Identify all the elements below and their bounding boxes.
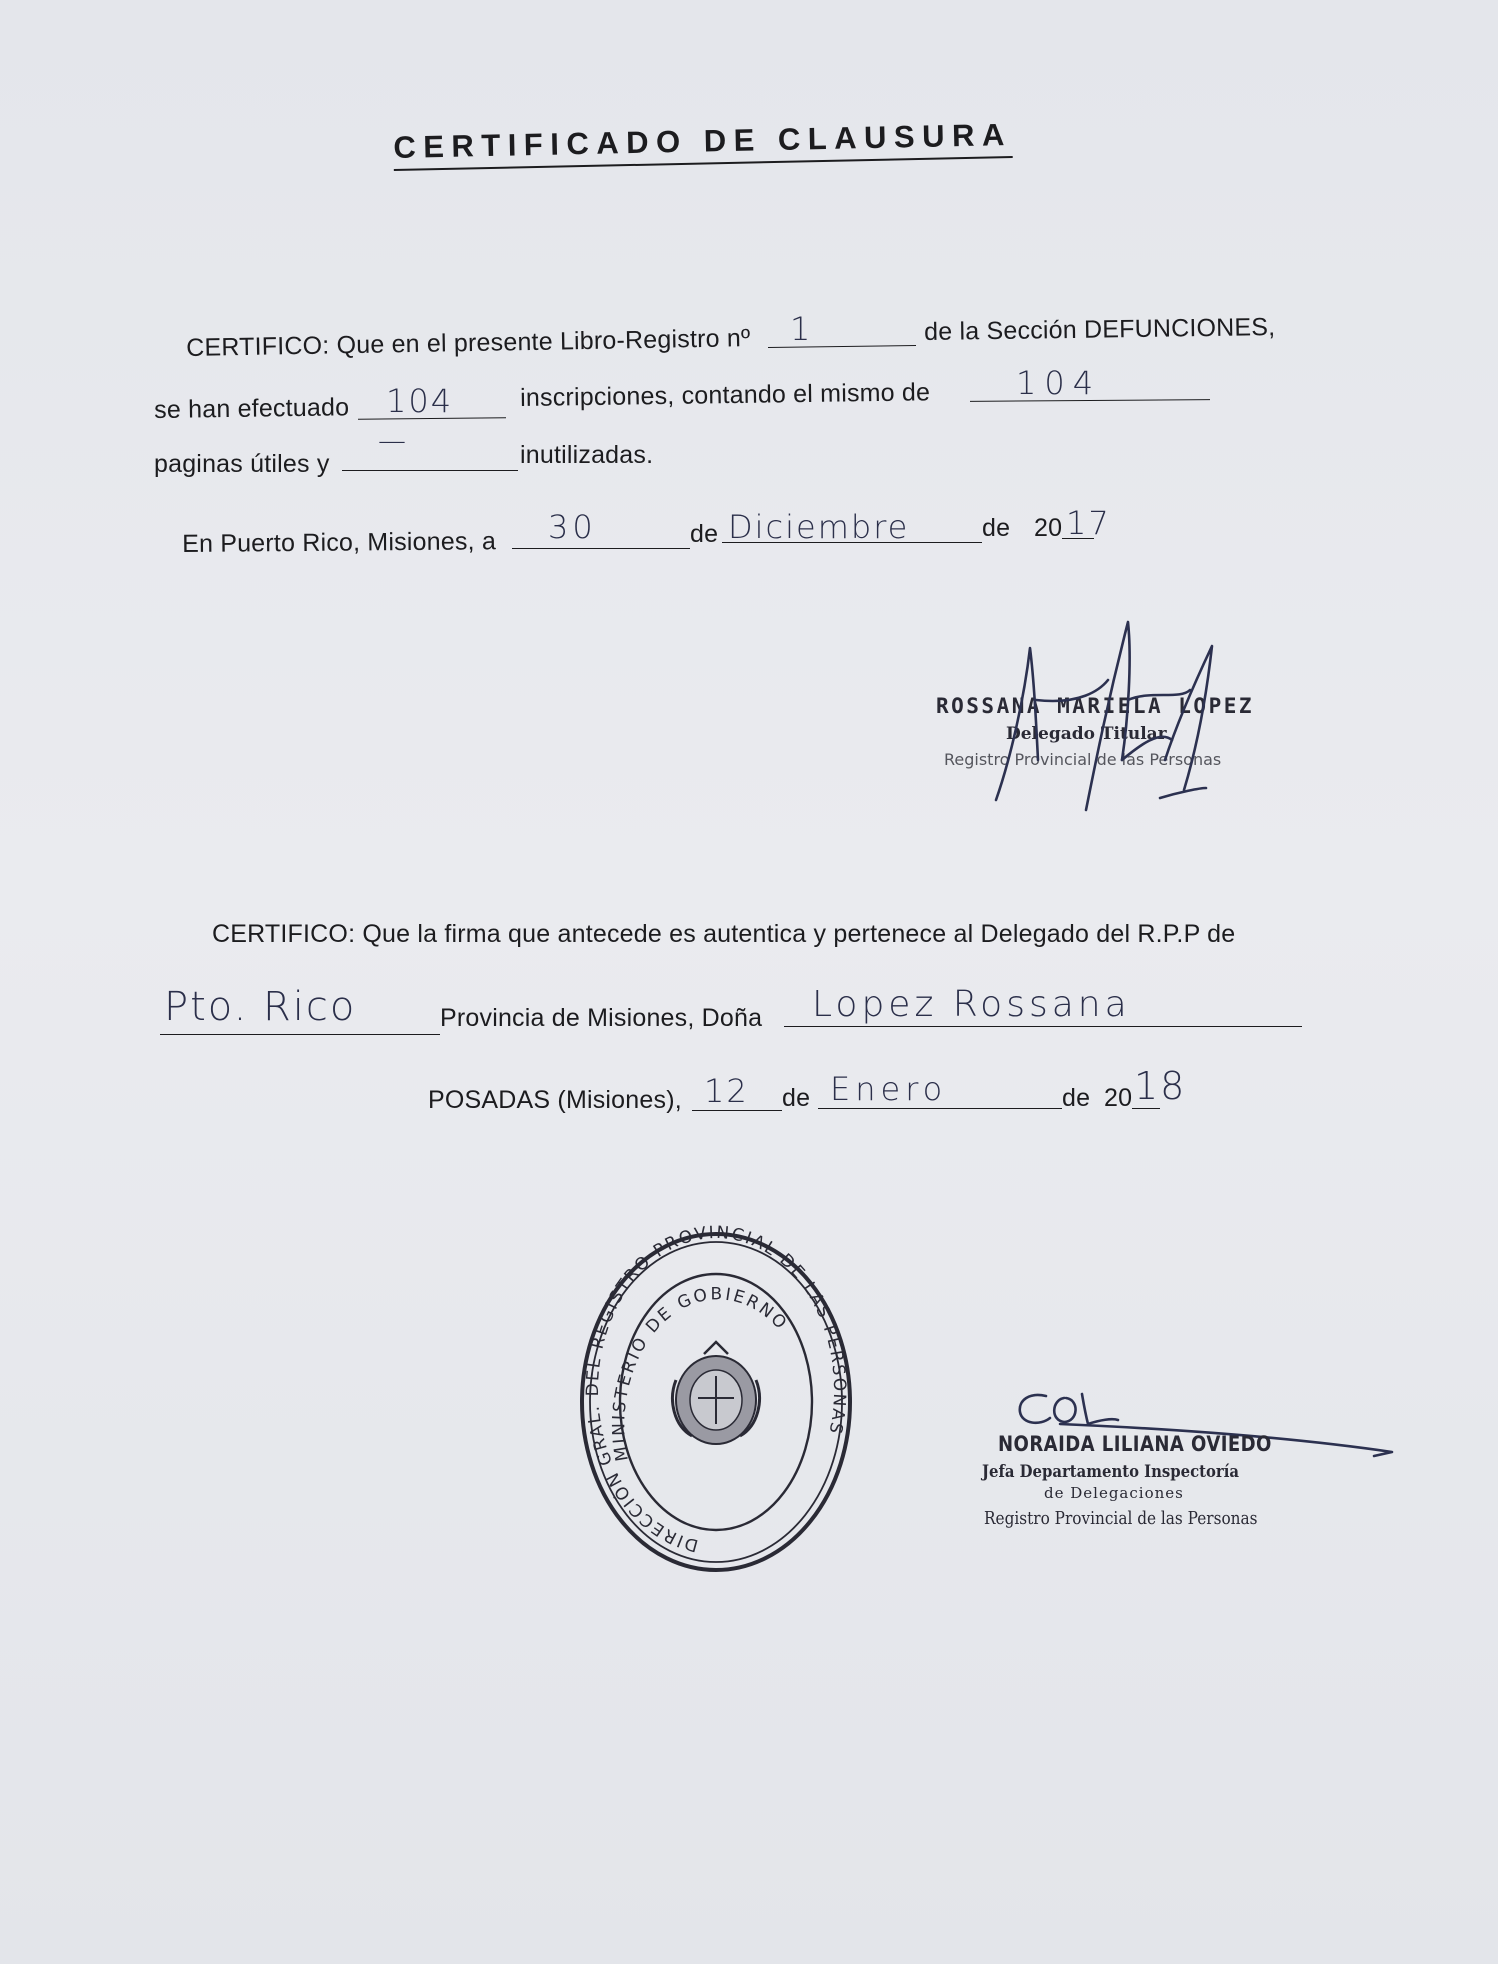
seal-inner-text: MINISTERIO DE GOBIERNO (609, 1284, 792, 1463)
document-title: CERTIFICADO DE CLAUSURA (393, 117, 1012, 171)
cert2-year-prefix: 20 (1104, 1084, 1133, 1112)
unused-pages-handwritten: — (378, 424, 408, 457)
place-handwritten: Pto. Rico (164, 984, 357, 1030)
year-handwritten: 17 (1066, 504, 1111, 542)
cert1-de1: de (690, 520, 719, 548)
cert1-date-prefix: En Puerto Rico, Misiones, a (182, 527, 497, 558)
stamp2-name: NORAIDA LILIANA OVIEDO (998, 1432, 1272, 1456)
cert2-year-handwritten: 18 (1134, 1064, 1187, 1108)
cert2-date-prefix: POSADAS (Misiones), (428, 1086, 682, 1114)
cert1-line2-prefix: se han efectuado (154, 393, 350, 424)
cert2-de1: de (782, 1084, 811, 1112)
cert2-line2-middle: Provincia de Misiones, Doña (440, 1004, 763, 1032)
stamp2-office: Registro Provincial de las Personas (984, 1508, 1258, 1529)
cert2-line1: CERTIFICO: Que la firma que antecede es autentica y pertenece al Delegado del R.P.P de (212, 920, 1236, 948)
inscriptions-handwritten: 104 (386, 382, 454, 420)
cert2-month-handwritten: Enero (830, 1070, 948, 1108)
cert1-line3-suffix: inutilizadas. (520, 441, 654, 469)
cert1-de2: de (982, 514, 1011, 542)
person-handwritten: Lopez Rossana (812, 984, 1131, 1025)
cert2-de2: de (1062, 1084, 1091, 1112)
pages-handwritten: 104 (1016, 364, 1102, 402)
stamp1-role: Delegado Titular (1006, 724, 1167, 744)
cert1-line2-middle: inscripciones, contando el mismo de (520, 378, 931, 412)
cert1-line3-prefix: paginas útiles y (154, 450, 330, 478)
book-number-handwritten: 1 (790, 310, 813, 348)
stamp1-office: Registro Provincial de las Personas (944, 750, 1222, 769)
cert1-year-prefix: 20 (1034, 514, 1063, 542)
day-handwritten: 30 (548, 508, 597, 546)
stamp1-name: ROSSANA MARIELA LOPEZ (936, 694, 1255, 718)
cert1-line1-prefix: CERTIFICO: Que en el presente Libro-Registro nº (186, 324, 751, 362)
cert1-line1-suffix: de la Sección DEFUNCIONES, (924, 313, 1276, 346)
month-handwritten: Diciembre (728, 508, 910, 546)
stamp2-role-line2: de Delegaciones (1044, 1484, 1184, 1502)
cert2-day-handwritten: 12 (704, 1072, 749, 1110)
seal-outer-text: DIRECCIÓN GRAL. DEL REGISTRO PROVINCIAL DE LAS PERSONAS (583, 1222, 850, 1556)
stamp2-role-line1: Jefa Departamento Inspectoría (982, 1462, 1240, 1481)
